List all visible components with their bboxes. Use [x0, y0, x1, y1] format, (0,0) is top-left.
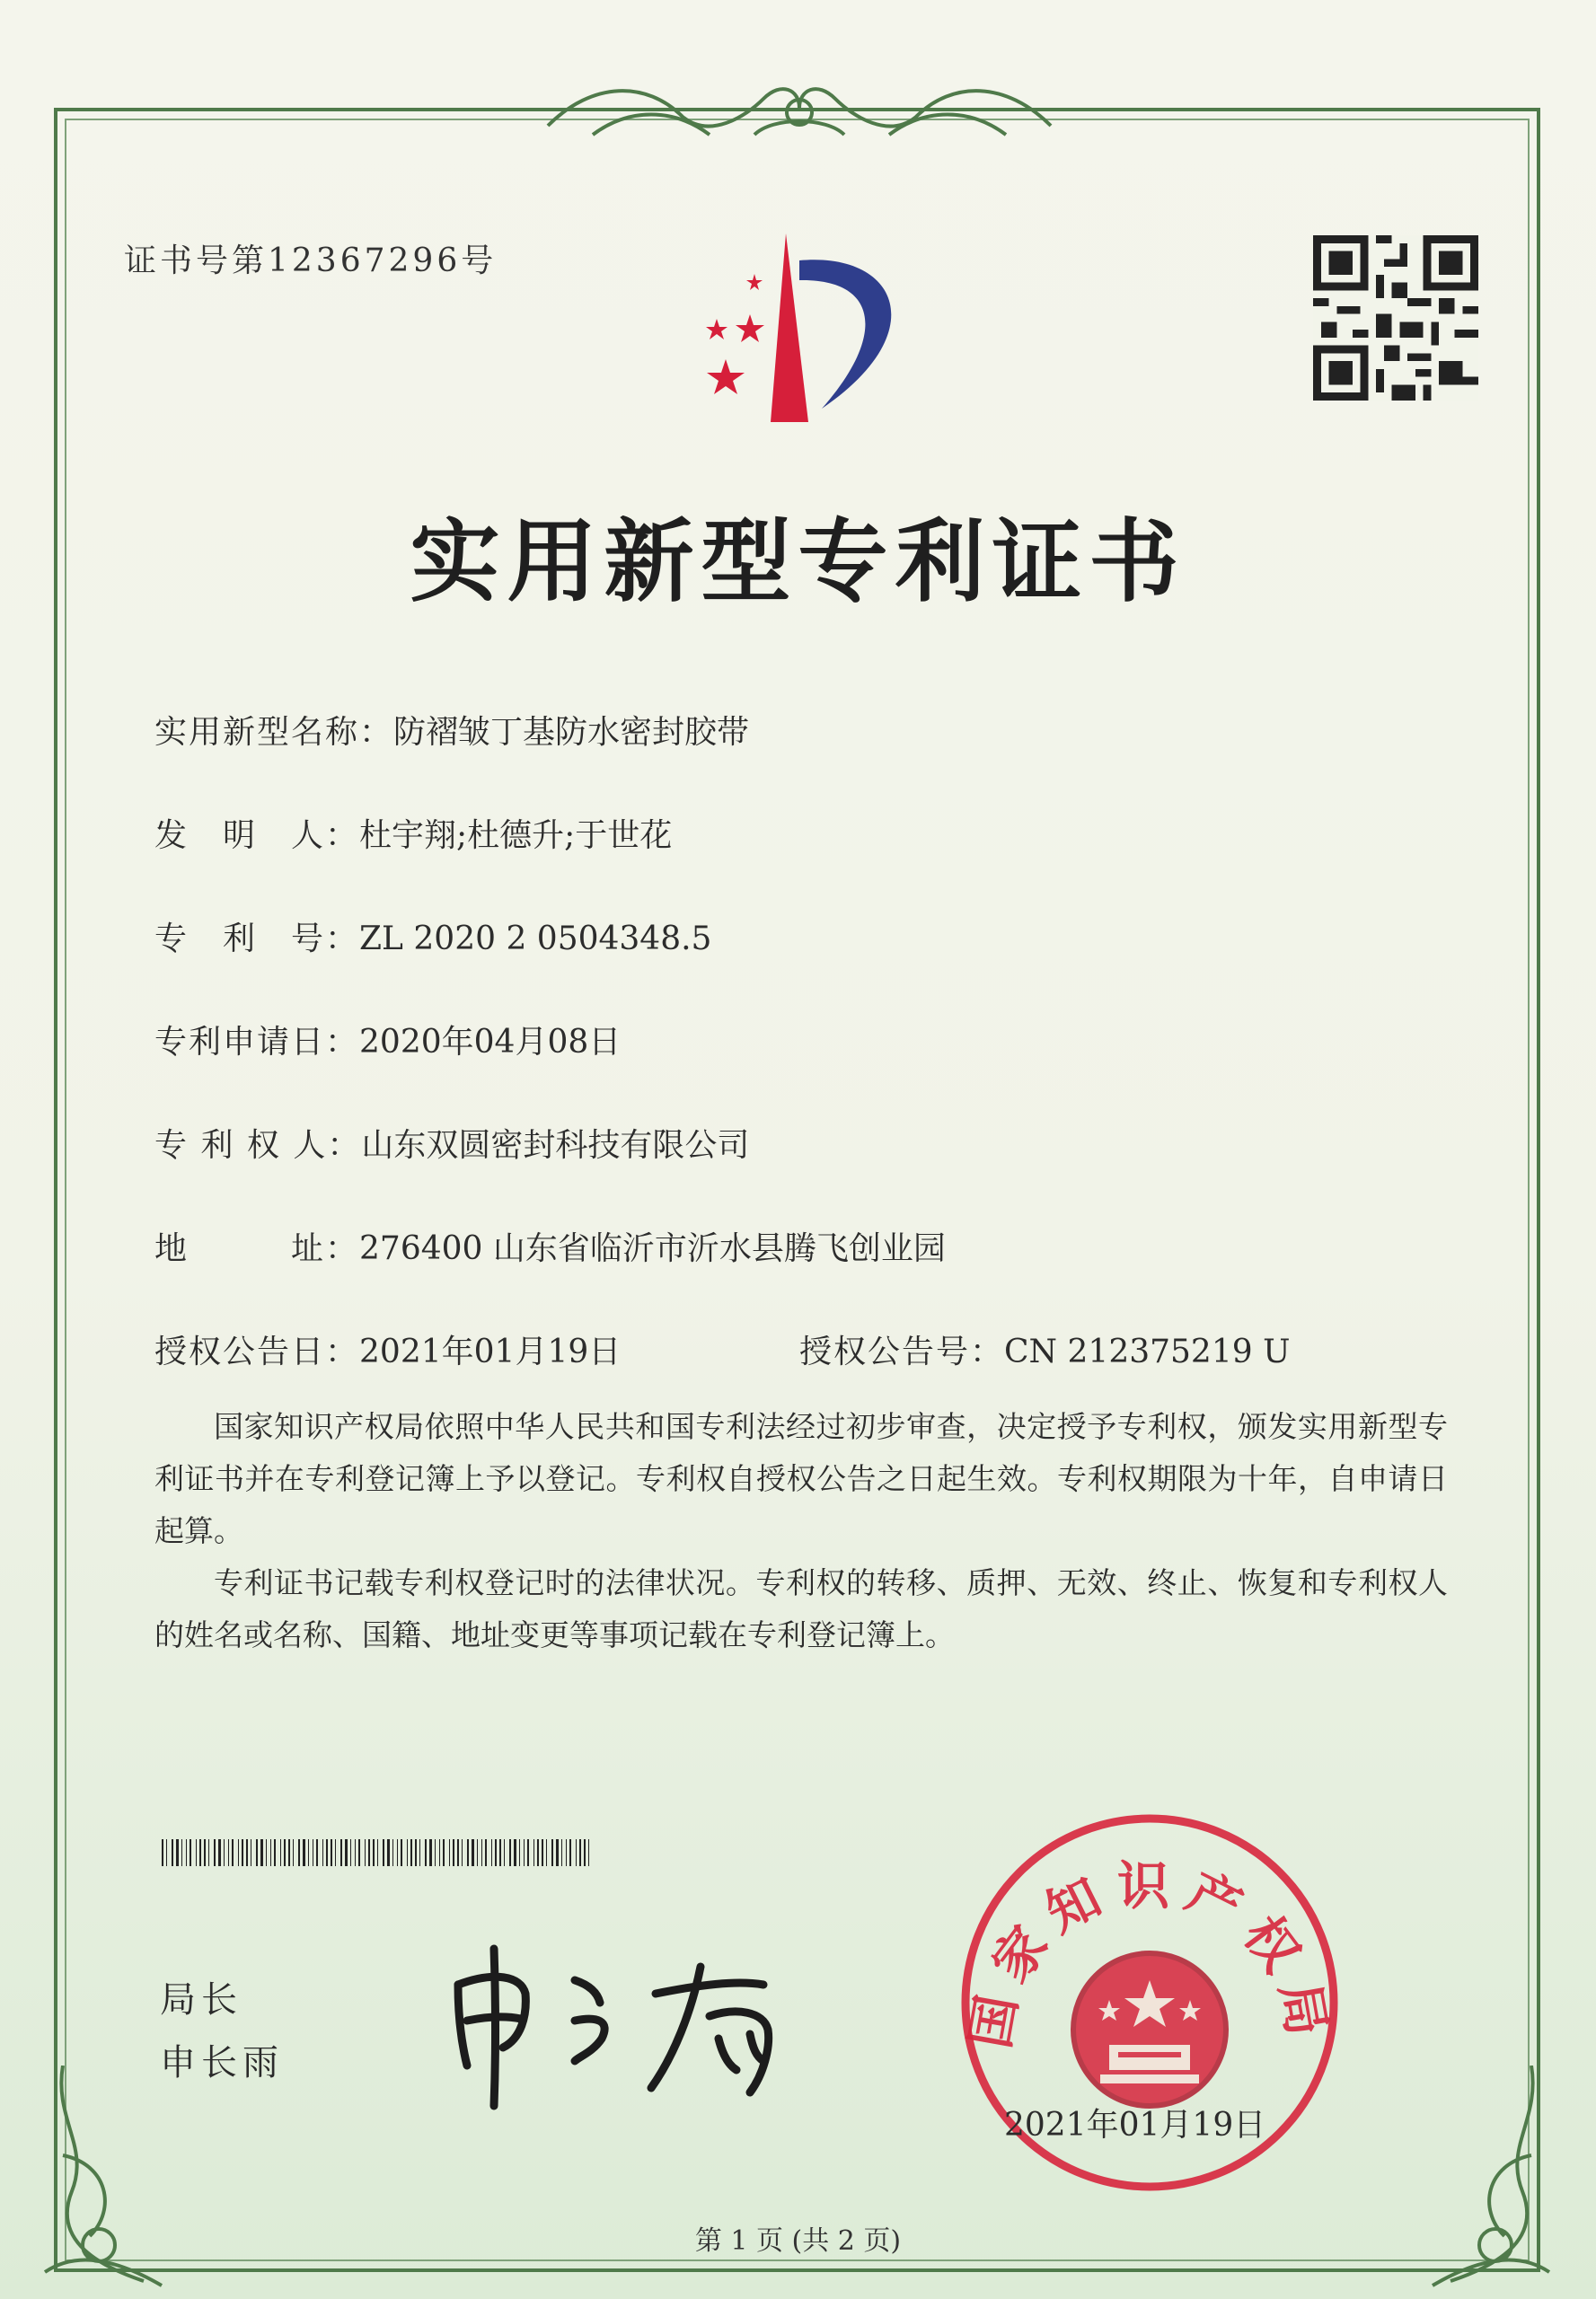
- barcode-bar: [260, 1839, 263, 1866]
- barcode-bar: [190, 1839, 191, 1866]
- field-grant-date: [154, 1326, 621, 1372]
- barcode-bar: [415, 1839, 417, 1866]
- barcode-bar: [485, 1839, 487, 1866]
- barcode-bar: [274, 1839, 276, 1866]
- field-label: 专 利 权 人：: [154, 1127, 362, 1164]
- field-label: 专 利 号：: [154, 920, 360, 957]
- barcode-bar: [392, 1839, 393, 1866]
- page-number: 第 1 页 (共 2 页): [694, 2225, 902, 2257]
- barcode-bar: [419, 1839, 420, 1866]
- field-value: 山东双圆密封科技有限公司: [361, 1127, 750, 1164]
- barcode-bar: [561, 1839, 562, 1866]
- barcode-bar: [453, 1839, 454, 1866]
- barcode-bar: [373, 1839, 375, 1866]
- barcode-bar: [214, 1839, 216, 1866]
- barcode-bar: [387, 1839, 390, 1866]
- barcode-bar: [542, 1839, 543, 1866]
- barcode-bar: [569, 1839, 571, 1866]
- barcode-bar: [566, 1839, 567, 1866]
- barcode-bar: [224, 1839, 225, 1866]
- seal-text: 国家知识产权局: [958, 1854, 1341, 2053]
- barcode-bar: [322, 1839, 323, 1866]
- legal-paragraph-2: 专利证书记载专利权登记时的法律状况。专利权的转移、质押、无效、终止、恢复和专利权人的姓名或名称、国籍、地址变更等事项记载在专利登记簿上。: [154, 1565, 1448, 1652]
- barcode-bar: [588, 1839, 589, 1866]
- barcode-bar: [358, 1839, 360, 1866]
- barcode-bar: [439, 1839, 440, 1866]
- barcode-bar: [303, 1839, 305, 1866]
- barcode-icon: [162, 1839, 593, 1866]
- barcode-bar: [308, 1839, 309, 1866]
- barcode-bar: [435, 1839, 436, 1866]
- director-name: 申长雨: [160, 2042, 284, 2083]
- barcode-bar: [238, 1839, 239, 1866]
- field-label: 授权公告日：: [154, 1334, 360, 1370]
- barcode-bar: [457, 1839, 459, 1866]
- barcode-bar: [377, 1839, 378, 1866]
- cnipa-logo-icon: [665, 225, 934, 431]
- barcode-bar: [397, 1839, 398, 1866]
- barcode-bar: [509, 1839, 511, 1866]
- barcode-bar: [407, 1839, 408, 1866]
- barcode-bar: [166, 1839, 167, 1866]
- barcode-bar: [232, 1839, 234, 1866]
- barcode-bar: [176, 1839, 179, 1866]
- barcode-bar: [208, 1839, 209, 1866]
- barcode-bar: [383, 1839, 384, 1866]
- barcode-bar: [280, 1839, 281, 1866]
- certificate-title: 实用新型专利证书: [410, 508, 1186, 614]
- top-ornament-icon: [539, 63, 1060, 153]
- barcode-bar: [533, 1839, 534, 1866]
- field-value: 杜宇翔;杜德升;于世花: [359, 817, 673, 854]
- barcode-bar: [228, 1839, 229, 1866]
- field-label: 授权公告号：: [799, 1334, 1005, 1370]
- barcode-bar: [584, 1839, 586, 1866]
- barcode-bar: [546, 1839, 547, 1866]
- barcode-bar: [335, 1839, 336, 1866]
- barcode-bar: [481, 1839, 482, 1866]
- barcode-bar: [443, 1839, 445, 1866]
- barcode-bar: [576, 1839, 577, 1866]
- field-value: 防褶皱丁基防水密封胶带: [393, 714, 750, 751]
- barcode-bar: [401, 1839, 402, 1866]
- barcode-bar: [355, 1839, 356, 1866]
- barcode-bar: [556, 1839, 559, 1866]
- field-grant-number: [799, 1326, 1290, 1372]
- barcode-bar: [204, 1839, 206, 1866]
- barcode-bar: [256, 1839, 258, 1866]
- barcode-bar: [199, 1839, 201, 1866]
- field-value: CN 212375219 U: [1004, 1334, 1291, 1370]
- barcode-bar: [499, 1839, 501, 1866]
- barcode-bar: [449, 1839, 450, 1866]
- barcode-bar: [527, 1839, 529, 1866]
- field-label: 发 明 人：: [154, 817, 360, 854]
- barcode-bar: [266, 1839, 267, 1866]
- barcode-bar: [472, 1839, 474, 1866]
- barcode-bar: [462, 1839, 463, 1866]
- field-patent-number: [154, 913, 711, 959]
- field-value: ZL 2020 2 0504348.5: [359, 920, 712, 957]
- barcode-bar: [246, 1839, 248, 1866]
- barcode-bar: [467, 1839, 469, 1866]
- barcode-bar: [365, 1839, 366, 1866]
- qr-code-icon: [1313, 235, 1478, 401]
- barcode-bar: [242, 1839, 243, 1866]
- barcode-bar: [350, 1839, 351, 1866]
- barcode-bar: [551, 1839, 553, 1866]
- director-signature: [440, 1931, 817, 2110]
- certificate-number: 证书号第12367296号: [124, 242, 498, 279]
- barcode-bar: [326, 1839, 328, 1866]
- barcode-bar: [491, 1839, 492, 1866]
- field-value: 2021年01月19日: [359, 1334, 622, 1370]
- field-label: 专利申请日：: [154, 1024, 360, 1061]
- barcode-bar: [477, 1839, 478, 1866]
- barcode-bar: [495, 1839, 497, 1866]
- barcode-bar: [293, 1839, 294, 1866]
- barcode-bar: [519, 1839, 520, 1866]
- barcode-bar: [368, 1839, 370, 1866]
- field-label: 地 址：: [154, 1230, 360, 1267]
- barcode-bar: [284, 1839, 286, 1866]
- field-application-date: [154, 1017, 621, 1062]
- barcode-bar: [298, 1839, 300, 1866]
- barcode-bar: [270, 1839, 271, 1866]
- field-address: [154, 1223, 946, 1269]
- barcode-bar: [524, 1839, 525, 1866]
- barcode-bar: [504, 1839, 505, 1866]
- barcode-bar: [288, 1839, 290, 1866]
- barcode-bar: [345, 1839, 348, 1866]
- director-title: 局长: [160, 1979, 242, 2021]
- barcode-bar: [218, 1839, 221, 1866]
- barcode-bar: [537, 1839, 539, 1866]
- barcode-bar: [172, 1839, 173, 1866]
- barcode-bar: [425, 1839, 427, 1866]
- field-label: 实用新型名称：: [154, 714, 394, 751]
- seal-date: 2021年01月19日: [1004, 2107, 1266, 2144]
- barcode-bar: [162, 1839, 163, 1866]
- barcode-bar: [196, 1839, 197, 1866]
- barcode-bar: [340, 1839, 342, 1866]
- barcode-bar: [186, 1839, 187, 1866]
- barcode-bar: [429, 1839, 432, 1866]
- barcode-bar: [316, 1839, 318, 1866]
- field-value: 276400 山东省临沂市沂水县腾飞创业园: [359, 1230, 946, 1267]
- field-inventors: [154, 810, 672, 856]
- legal-paragraph-1: 国家知识产权局依照中华人民共和国专利法经过初步审查，决定授予专利权，颁发实用新型专利证书并在专利登记簿上予以登记。专利权自授权公告之日起生效。专利权期限为十年，自申请日起算。: [154, 1409, 1448, 1548]
- field-patentee: [154, 1120, 749, 1166]
- barcode-bar: [331, 1839, 332, 1866]
- barcode-bar: [181, 1839, 182, 1866]
- barcode-bar: [514, 1839, 516, 1866]
- field-utility-model-name: [154, 707, 749, 753]
- field-value: 2020年04月08日: [359, 1024, 622, 1061]
- barcode-bar: [579, 1839, 581, 1866]
- barcode-bar: [410, 1839, 412, 1866]
